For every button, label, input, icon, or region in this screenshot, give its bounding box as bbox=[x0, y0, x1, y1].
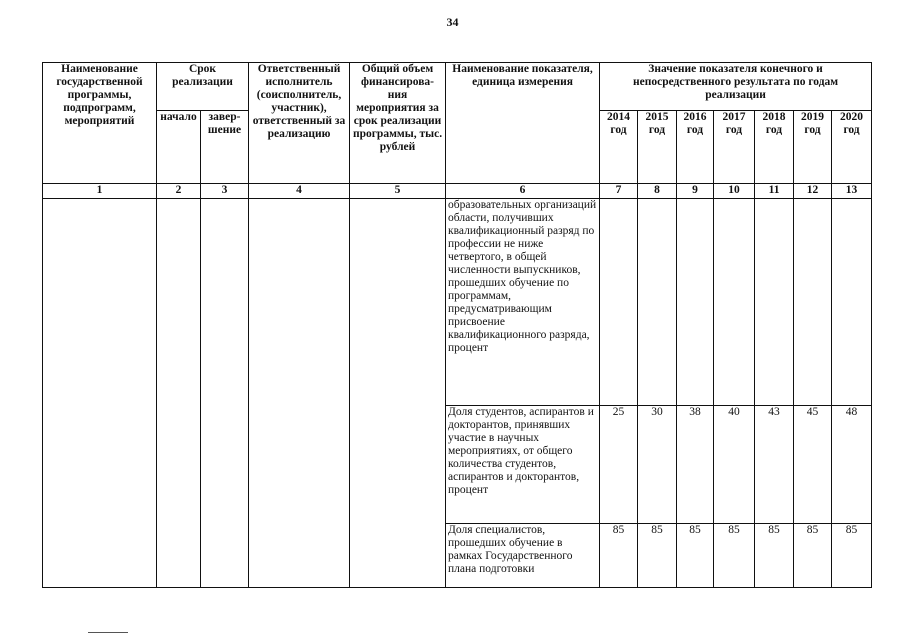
value-cell: 38 bbox=[677, 406, 714, 524]
page-number: 34 bbox=[446, 15, 459, 29]
value-cell bbox=[794, 199, 832, 406]
value-cell: 85 bbox=[794, 524, 832, 588]
executor-cell bbox=[249, 199, 350, 588]
column-number: 10 bbox=[714, 184, 755, 199]
column-number: 1 bbox=[43, 184, 157, 199]
value-cell: 45 bbox=[794, 406, 832, 524]
program-indicators-table bbox=[42, 62, 872, 588]
column-number: 5 bbox=[350, 184, 446, 199]
value-cell bbox=[714, 199, 755, 406]
indicator-name-cell: образовательных организаций области, получивших квалификационный разряд по профессии не ниже четвертого, в общей численности выпускников, прошедших обучение по программам, предусматривающим присвоение квалификационного разряда, процент bbox=[446, 199, 600, 406]
value-cell: 25 bbox=[600, 406, 638, 524]
header-financing: Общий объем финансирова-ния мероприятия за срок реализации программы, тыс. рублей bbox=[350, 63, 446, 184]
value-cell: 43 bbox=[755, 406, 794, 524]
header-year-2015: 2015 год bbox=[638, 111, 677, 184]
value-cell bbox=[600, 199, 638, 406]
value-cell bbox=[677, 199, 714, 406]
header-indicator-name: Наименование показателя, единица измерения bbox=[446, 63, 600, 184]
term-end-cell bbox=[201, 199, 249, 588]
scan-artifact-line bbox=[88, 632, 128, 633]
header-year-2014: 2014 год bbox=[600, 111, 638, 184]
column-number: 13 bbox=[832, 184, 872, 199]
value-cell bbox=[638, 199, 677, 406]
indicator-name-cell: Доля специалистов, прошедших обучение в рамках Государственного плана подготовки bbox=[446, 524, 600, 588]
term-start-cell bbox=[157, 199, 201, 588]
value-cell: 85 bbox=[755, 524, 794, 588]
program-name-cell bbox=[43, 199, 157, 588]
header-indicator-values: Значение показателя конечного и непосредственного результата по годам реализации bbox=[600, 63, 872, 111]
header-program-name: Наименование государственной программы, подпрограмм, мероприятий bbox=[43, 63, 157, 184]
column-number: 4 bbox=[249, 184, 350, 199]
value-cell: 85 bbox=[714, 524, 755, 588]
column-number: 3 bbox=[201, 184, 249, 199]
column-number-row bbox=[43, 184, 872, 199]
value-cell: 40 bbox=[714, 406, 755, 524]
header-executor: Ответственный исполнитель (соисполнитель, участник), ответственный за реализацию bbox=[249, 63, 350, 184]
header-year-2020: 2020 год bbox=[832, 111, 872, 184]
column-number: 6 bbox=[446, 184, 600, 199]
financing-cell bbox=[350, 199, 446, 588]
header-year-2019: 2019 год bbox=[794, 111, 832, 184]
column-number: 2 bbox=[157, 184, 201, 199]
header-row-1 bbox=[43, 63, 872, 111]
header-year-2016: 2016 год bbox=[677, 111, 714, 184]
header-term-end: завер-шение bbox=[201, 111, 249, 184]
column-number: 9 bbox=[677, 184, 714, 199]
indicator-name-cell: Доля студентов, аспирантов и докторантов, принявших участие в научных мероприятиях, от общего количества студентов, аспирантов и докторантов, процент bbox=[446, 406, 600, 524]
column-number: 8 bbox=[638, 184, 677, 199]
value-cell: 48 bbox=[832, 406, 872, 524]
table-row bbox=[43, 199, 872, 406]
value-cell bbox=[755, 199, 794, 406]
header-term: Срок реализации bbox=[157, 63, 249, 111]
value-cell bbox=[832, 199, 872, 406]
value-cell: 30 bbox=[638, 406, 677, 524]
value-cell: 85 bbox=[832, 524, 872, 588]
column-number: 11 bbox=[755, 184, 794, 199]
header-year-2018: 2018 год bbox=[755, 111, 794, 184]
value-cell: 85 bbox=[638, 524, 677, 588]
value-cell: 85 bbox=[600, 524, 638, 588]
column-number: 12 bbox=[794, 184, 832, 199]
value-cell: 85 bbox=[677, 524, 714, 588]
header-term-start: начало bbox=[157, 111, 201, 184]
column-number: 7 bbox=[600, 184, 638, 199]
header-year-2017: 2017 год bbox=[714, 111, 755, 184]
